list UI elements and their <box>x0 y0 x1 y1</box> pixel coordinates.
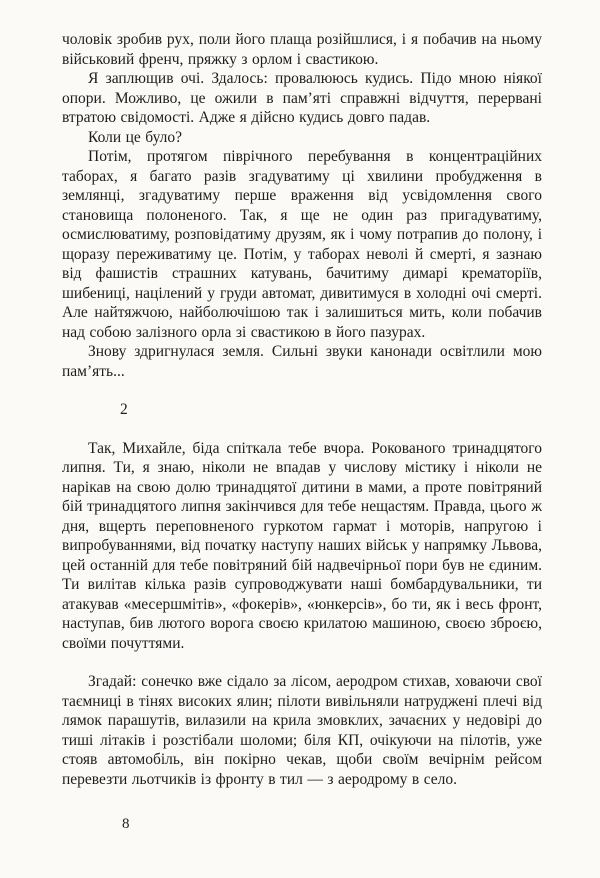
paragraph: Згадай: сонечко вже сідало за лісом, аеродром стихав, ховаючи свої таємниці в тінях високих ялин; пілоти вивільняли натруджені плечі від лямок парашутів, вилазили на крила змовклих, зачаєних у недовірі до тиші літаків і розстібали шоломи; біля КП, очікуючи на пілотів, уже стояв автомобіль, він покірно чекав, щоби своїм вечірнім рейсом перевезти льотчиків із фронту в тил — з аеродрому в село. <box>62 673 542 788</box>
paragraph: Знову здригнулася земля. Сильні звуки канонади освітлили мою пам’ять... <box>62 343 542 380</box>
paragraph: Я заплющив очі. Здалось: провалююсь кудись. Підо мною ніякої опори. Можливо, це ожили в пам’яті справжні відчуття, перервані втратою свідомості. Адже я дійсно кудись довго падав. <box>62 70 542 126</box>
text-block <box>62 30 542 835</box>
paragraph: Так, Михайле, біда спіткала тебе вчора. Рокованого тринадцятого липня. Ти, я знаю, ніколи не впадав у числову містику і ніколи не нарікав на свою долю тринадцятої дитини в мами, а проте повітряний бій тринадцятого липня закінчився для тебе нещастям. Правда, цього ж дня, вщерть переповненого гуркотом гармат і моторів, напругою і випробуваннями, від початку наступу наших військ у напрямку Львова, цей останній для тебе повітряний бій надвечірньої пори був не єдиним. Ти вилітав кілька разів супроводжувати наші бомбардувальники, ти атакував «месершмітів», «фокерів», «юнкерсів», бо ти, як і весь фронт, наступав, бив лютого ворога своєю крилатою машиною, своєю зброєю, своїми почуттями. <box>62 439 542 652</box>
paragraph-continuation: чоловік зробив рух, поли його плаща розійшлися, і я побачив на ньому військовий френч, пряжку з орлом і свастикою. <box>62 31 542 68</box>
paragraph: Потім, протягом піврічного перебування в концентраційних таборах, я багато разів згадуватиму ці хвилини пробудження в землянці, згадуватиму перше враження від усвідомлення свого становища полоненого. Так, я ще не один раз пригадуватиму, осмислюватиму, розповідатиму друзям, як і чому потрапив до полону, і щоразу переживатиму це. Потім, у таборах неволі й смерті, я зазнаю від фашистів страшних катувань, бачитиму димарі крематоріїв, шибениці, націлений у груди автомат, дивитимуся в холодні очі смерті. Але найтяжчою, найболючішою так і залишиться мить, коли побачив над собою залізного орла зі свастикою в його пазурах. <box>62 148 542 341</box>
page-number: 8 <box>122 816 130 832</box>
section-number: 2 <box>120 401 128 418</box>
paragraph: Коли це було? <box>88 128 183 146</box>
